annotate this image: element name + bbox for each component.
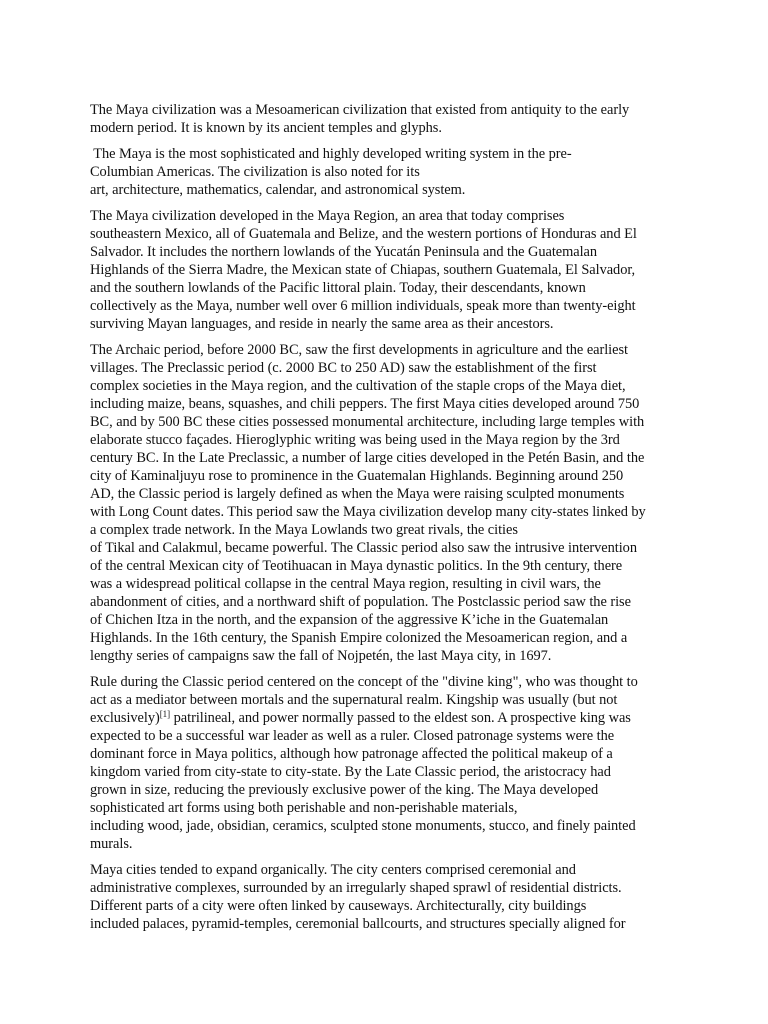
text-line: Maya cities tended to expand organically. The city centers comprised ceremonial and xyxy=(90,862,576,878)
text-line: abandonment of cities, and a northward shift of population. The Postclassic period saw the rise xyxy=(90,594,631,610)
paragraph-writing-system xyxy=(90,145,680,199)
text-fragment: patrilineal, and power normally passed to the eldest son. A prospective king was xyxy=(173,710,631,726)
text-line: collectively as the Maya, number well over 6 million individuals, speak more than twenty-eight xyxy=(90,298,636,314)
text-line: city of Kaminaljuyu rose to prominence in the Guatemalan Highlands. Beginning around 250 xyxy=(90,468,624,484)
text-line: grown in size, reducing the previously exclusive power of the king. The Maya developed xyxy=(90,782,599,798)
document-page xyxy=(90,101,680,941)
text-line: and the southern lowlands of the Pacific littoral plain. Today, their descendants, known xyxy=(90,280,586,296)
text-line: of Chichen Itza in the north, and the expansion of the aggressive K’iche in the Guatemalan xyxy=(90,612,609,628)
text-line: Salvador. It includes the northern lowlands of the Yucatán Peninsula and the Guatemalan xyxy=(90,244,598,260)
text-line: The Maya is the most sophisticated and highly developed writing system in the pre- xyxy=(90,146,572,162)
text-line: of Tikal and Calakmul, became powerful. The Classic period also saw the intrusive intervention xyxy=(90,540,637,556)
text-line: The Archaic period, before 2000 BC, saw the first developments in agriculture and the earliest xyxy=(90,342,628,358)
text-line: of the central Mexican city of Teotihuacan in Maya dynastic politics. In the 9th century, there xyxy=(90,558,623,574)
text-line: administrative complexes, surrounded by an irregularly shaped sprawl of residential districts. xyxy=(90,880,622,896)
text-line: The Maya civilization was a Mesoamerican civilization that existed from antiquity to the early xyxy=(90,102,630,118)
text-line: southeastern Mexico, all of Guatemala and Belize, and the western portions of Honduras and El xyxy=(90,226,637,242)
text-line: Columbian Americas. The civilization is also noted for its xyxy=(90,164,420,180)
text-line: sophisticated art forms using both perishable and non-perishable materials, xyxy=(90,800,518,816)
text-line: with Long Count dates. This period saw the Maya civilization develop many city-states linked by xyxy=(90,504,646,520)
paragraph-intro xyxy=(90,101,680,137)
text-line: The Maya civilization developed in the Maya Region, an area that today comprises xyxy=(90,208,565,224)
paragraph-maya-region xyxy=(90,207,680,333)
paragraph-cities xyxy=(90,861,680,933)
text-line: a complex trade network. In the Maya Lowlands two great rivals, the cities xyxy=(90,522,518,538)
text-line: villages. The Preclassic period (c. 2000 BC to 250 AD) saw the establishment of the first xyxy=(90,360,597,376)
text-line: was a widespread political collapse in the central Maya region, resulting in civil wars, the xyxy=(90,576,601,592)
text-line: BC, and by 500 BC these cities possessed monumental architecture, including large temples with xyxy=(90,414,645,430)
text-line-with-footnote xyxy=(90,709,680,727)
text-line: including wood, jade, obsidian, ceramics, sculpted stone monuments, stucco, and finely painted xyxy=(90,818,636,834)
text-line: art, architecture, mathematics, calendar, and astronomical system. xyxy=(90,182,466,198)
text-line: included palaces, pyramid-temples, ceremonial ballcourts, and structures specially aligned for xyxy=(90,916,626,932)
text-line: century BC. In the Late Preclassic, a number of large cities developed in the Petén Basin, and the xyxy=(90,450,645,466)
text-line: dominant force in Maya politics, although how patronage affected the political makeup of a xyxy=(90,746,613,762)
text-line: act as a mediator between mortals and the supernatural realm. Kingship was usually (but not xyxy=(90,692,618,708)
text-line: complex societies in the Maya region, and the cultivation of the staple crops of the Maya diet, xyxy=(90,378,626,394)
paragraph-history xyxy=(90,341,680,665)
text-line: Highlands of the Sierra Madre, the Mexican state of Chiapas, southern Guatemala, El Salvador, xyxy=(90,262,636,278)
text-line: AD, the Classic period is largely defined as when the Maya were raising sculpted monuments xyxy=(90,486,625,502)
text-fragment: exclusively) xyxy=(90,710,160,726)
text-line: lengthy series of campaigns saw the fall of Nojpetén, the last Maya city, in 1697. xyxy=(90,648,552,664)
text-line: elaborate stucco façades. Hieroglyphic writing was being used in the Maya region by the 3rd xyxy=(90,432,620,448)
text-line: expected to be a successful war leader as well as a ruler. Closed patronage systems were the xyxy=(90,728,615,744)
text-line: Different parts of a city were often linked by causeways. Architecturally, city buildings xyxy=(90,898,587,914)
footnote-reference[interactable]: [1] xyxy=(159,709,171,719)
text-line: kingdom varied from city-state to city-state. By the Late Classic period, the aristocracy had xyxy=(90,764,611,780)
text-line: Highlands. In the 16th century, the Spanish Empire colonized the Mesoamerican region, and a xyxy=(90,630,628,646)
text-line: surviving Mayan languages, and reside in nearly the same area as their ancestors. xyxy=(90,316,554,332)
text-line: murals. xyxy=(90,836,133,852)
text-line: modern period. It is known by its ancient temples and glyphs. xyxy=(90,120,442,136)
paragraph-kingship xyxy=(90,673,680,853)
text-line: Rule during the Classic period centered on the concept of the "divine king", who was thought to xyxy=(90,674,638,690)
text-line: including maize, beans, squashes, and chili peppers. The first Maya cities developed around 750 xyxy=(90,396,640,412)
